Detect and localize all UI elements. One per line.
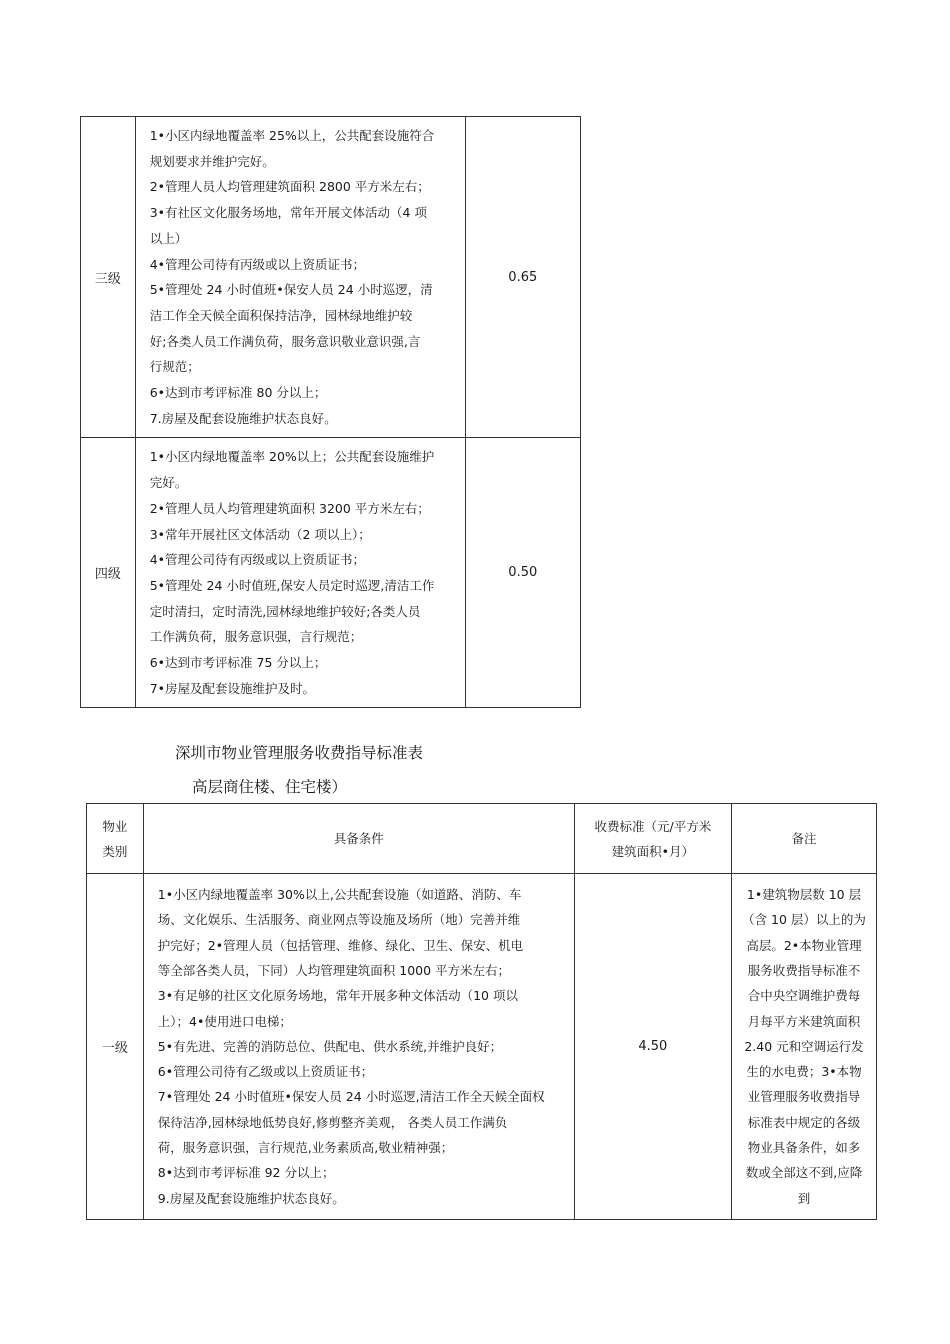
- condition-line: 6•达到市考评标准 75 分以上；: [149, 655, 327, 671]
- table-row: [81, 438, 581, 708]
- header-category-line: 类别: [102, 843, 128, 859]
- grade-cell: 四级: [81, 438, 136, 708]
- condition-line: 场、文化娱乐、生活服务、商业网点等设施及场所（地）完善并维: [157, 912, 521, 928]
- header-category-line: 物业: [102, 818, 128, 834]
- condition-line: 洁工作全天候全面积保持洁净，园林绿地维护较: [149, 307, 413, 323]
- condition-line: 5•有先进、完善的消防总位、供配电、供水系统,并维护良好；: [157, 1038, 503, 1054]
- remark-line: 服务收费指导标准不: [747, 962, 861, 978]
- table-row: [81, 117, 581, 438]
- condition-line: 护完好；2•管理人员（包括管理、维修、绿化、卫生、保安、机电: [157, 937, 524, 953]
- condition-line: 6•达到市考评标准 80 分以上；: [149, 385, 327, 401]
- condition-line: 4•管理公司待有丙级或以上资质证书；: [149, 256, 366, 272]
- condition-line: 上）；4•使用进口电梯；: [157, 1013, 292, 1029]
- document-title: 深圳市物业管理服务收费指导标准表: [175, 744, 424, 762]
- remark-line: 1•建筑物层数 10 层: [746, 887, 862, 903]
- condition-line: 5•管理处 24 小时值班,保安人员定时巡逻,清洁工作: [149, 577, 435, 593]
- condition-line: 2•管理人员人均管理建筑面积 2800 平方米左右；: [149, 179, 430, 195]
- condition-line: 行规范；: [149, 359, 200, 375]
- condition-line: 1•小区内绿地覆盖率 25%以上，公共配套设施符合: [149, 128, 435, 143]
- fee-value-cell: 4.50: [574, 874, 731, 1220]
- condition-line: 5•管理处 24 小时值班•保安人员 24 小时巡逻，清: [149, 282, 433, 298]
- conditions-cell: [143, 874, 574, 1220]
- condition-line: 保待洁净,园林绿地低势良好,修剪整齐美观， 各类人员工作满负: [157, 1114, 508, 1130]
- condition-line: 好;各类人员工作满负荷，服务意识敬业意识强,言: [149, 333, 421, 349]
- conditions-cell: [135, 117, 465, 438]
- fee-value-cell: 0.50: [465, 438, 580, 708]
- condition-line: 9.房屋及配套设施维护状态良好。: [157, 1190, 345, 1206]
- condition-line: 定时清扫，定时清洗,园林绿地维护较好;各类人员: [149, 603, 421, 619]
- condition-line: 8•达到市考评标准 92 分以上；: [157, 1165, 335, 1181]
- condition-line: 7•房屋及配套设施维护及时。: [149, 680, 316, 696]
- remark-line: 标准表中规定的各级: [747, 1114, 861, 1130]
- fee-value-cell: 0.65: [465, 117, 580, 438]
- header-fee: [574, 804, 731, 874]
- remarks-cell: [732, 874, 877, 1220]
- condition-line: 4•管理公司待有丙级或以上资质证书；: [149, 552, 366, 568]
- grade-cell: 三级: [81, 117, 136, 438]
- remark-line: 2.40 元和空调运行发: [744, 1038, 864, 1054]
- condition-line: 工作满负荷，服务意识强，言行规范；: [149, 629, 363, 645]
- remark-line: 高层。2•本物业管理: [746, 937, 862, 953]
- condition-line: 1•小区内绿地覆盖率 20%以上；公共配套设施维护: [149, 449, 435, 465]
- header-fee-line: 收费标准（元/平方米: [594, 818, 712, 834]
- condition-line: 3•有足够的社区文化原务场地，常年开展多种文体活动（10 项以: [157, 988, 518, 1004]
- conditions-cell: [135, 438, 465, 708]
- condition-line: 1•小区内绿地覆盖率 30%以上,公共配套设施（如道路、消防、车: [157, 887, 522, 903]
- condition-line: 7.房屋及配套设施维护状态良好。: [149, 410, 337, 426]
- header-remarks: 备注: [732, 804, 877, 874]
- remark-line: 物业具备条件，如多: [747, 1140, 861, 1156]
- condition-line: 6•管理公司待有乙级或以上资质证书；: [157, 1064, 374, 1080]
- remark-line: 业管理服务收费指导: [747, 1089, 861, 1105]
- header-category: [87, 804, 144, 874]
- document-subtitle: 高层商住楼、住宅楼）: [192, 778, 348, 796]
- condition-line: 等全部各类人员，下同）人均管理建筑面积 1000 平方米左右；: [157, 962, 511, 978]
- header-fee-line: 建筑面积•月）: [611, 843, 695, 859]
- condition-line: 2•管理人员人均管理建筑面积 3200 平方米左右；: [149, 500, 430, 516]
- condition-line: 规划要求并维护完好。: [149, 153, 275, 169]
- condition-line: 3•常年开展社区文体活动（2 项以上）；: [149, 526, 371, 542]
- fee-standard-table: [86, 803, 877, 1220]
- remark-line: 数或全部这不到,应降: [745, 1165, 863, 1181]
- grade-cell: 一级: [87, 874, 144, 1220]
- condition-line: 荷，服务意识强，言行规范,业务素质高,敬业精神强；: [157, 1140, 454, 1156]
- remark-line: 月每平方米建筑面积: [747, 1013, 861, 1029]
- remark-line: 到: [797, 1190, 811, 1206]
- condition-line: 完好。: [149, 475, 188, 491]
- condition-line: 3•有社区文化服务场地，常年开展文体活动（4 项: [149, 205, 427, 221]
- header-conditions: 具备条件: [143, 804, 574, 874]
- condition-line: 7•管理处 24 小时值班•保安人员 24 小时巡逻,清洁工作全天候全面权: [157, 1089, 545, 1105]
- remark-line: 生的水电费；3•本物: [746, 1064, 862, 1080]
- remark-line: 合中央空调维护费每: [747, 988, 861, 1004]
- table-header-row: [87, 804, 877, 874]
- remark-line: （含 10 层）以上的为: [742, 912, 866, 928]
- grade-table-continued: [80, 116, 581, 708]
- table-row: [87, 874, 877, 1220]
- condition-line: 以上）: [149, 230, 188, 246]
